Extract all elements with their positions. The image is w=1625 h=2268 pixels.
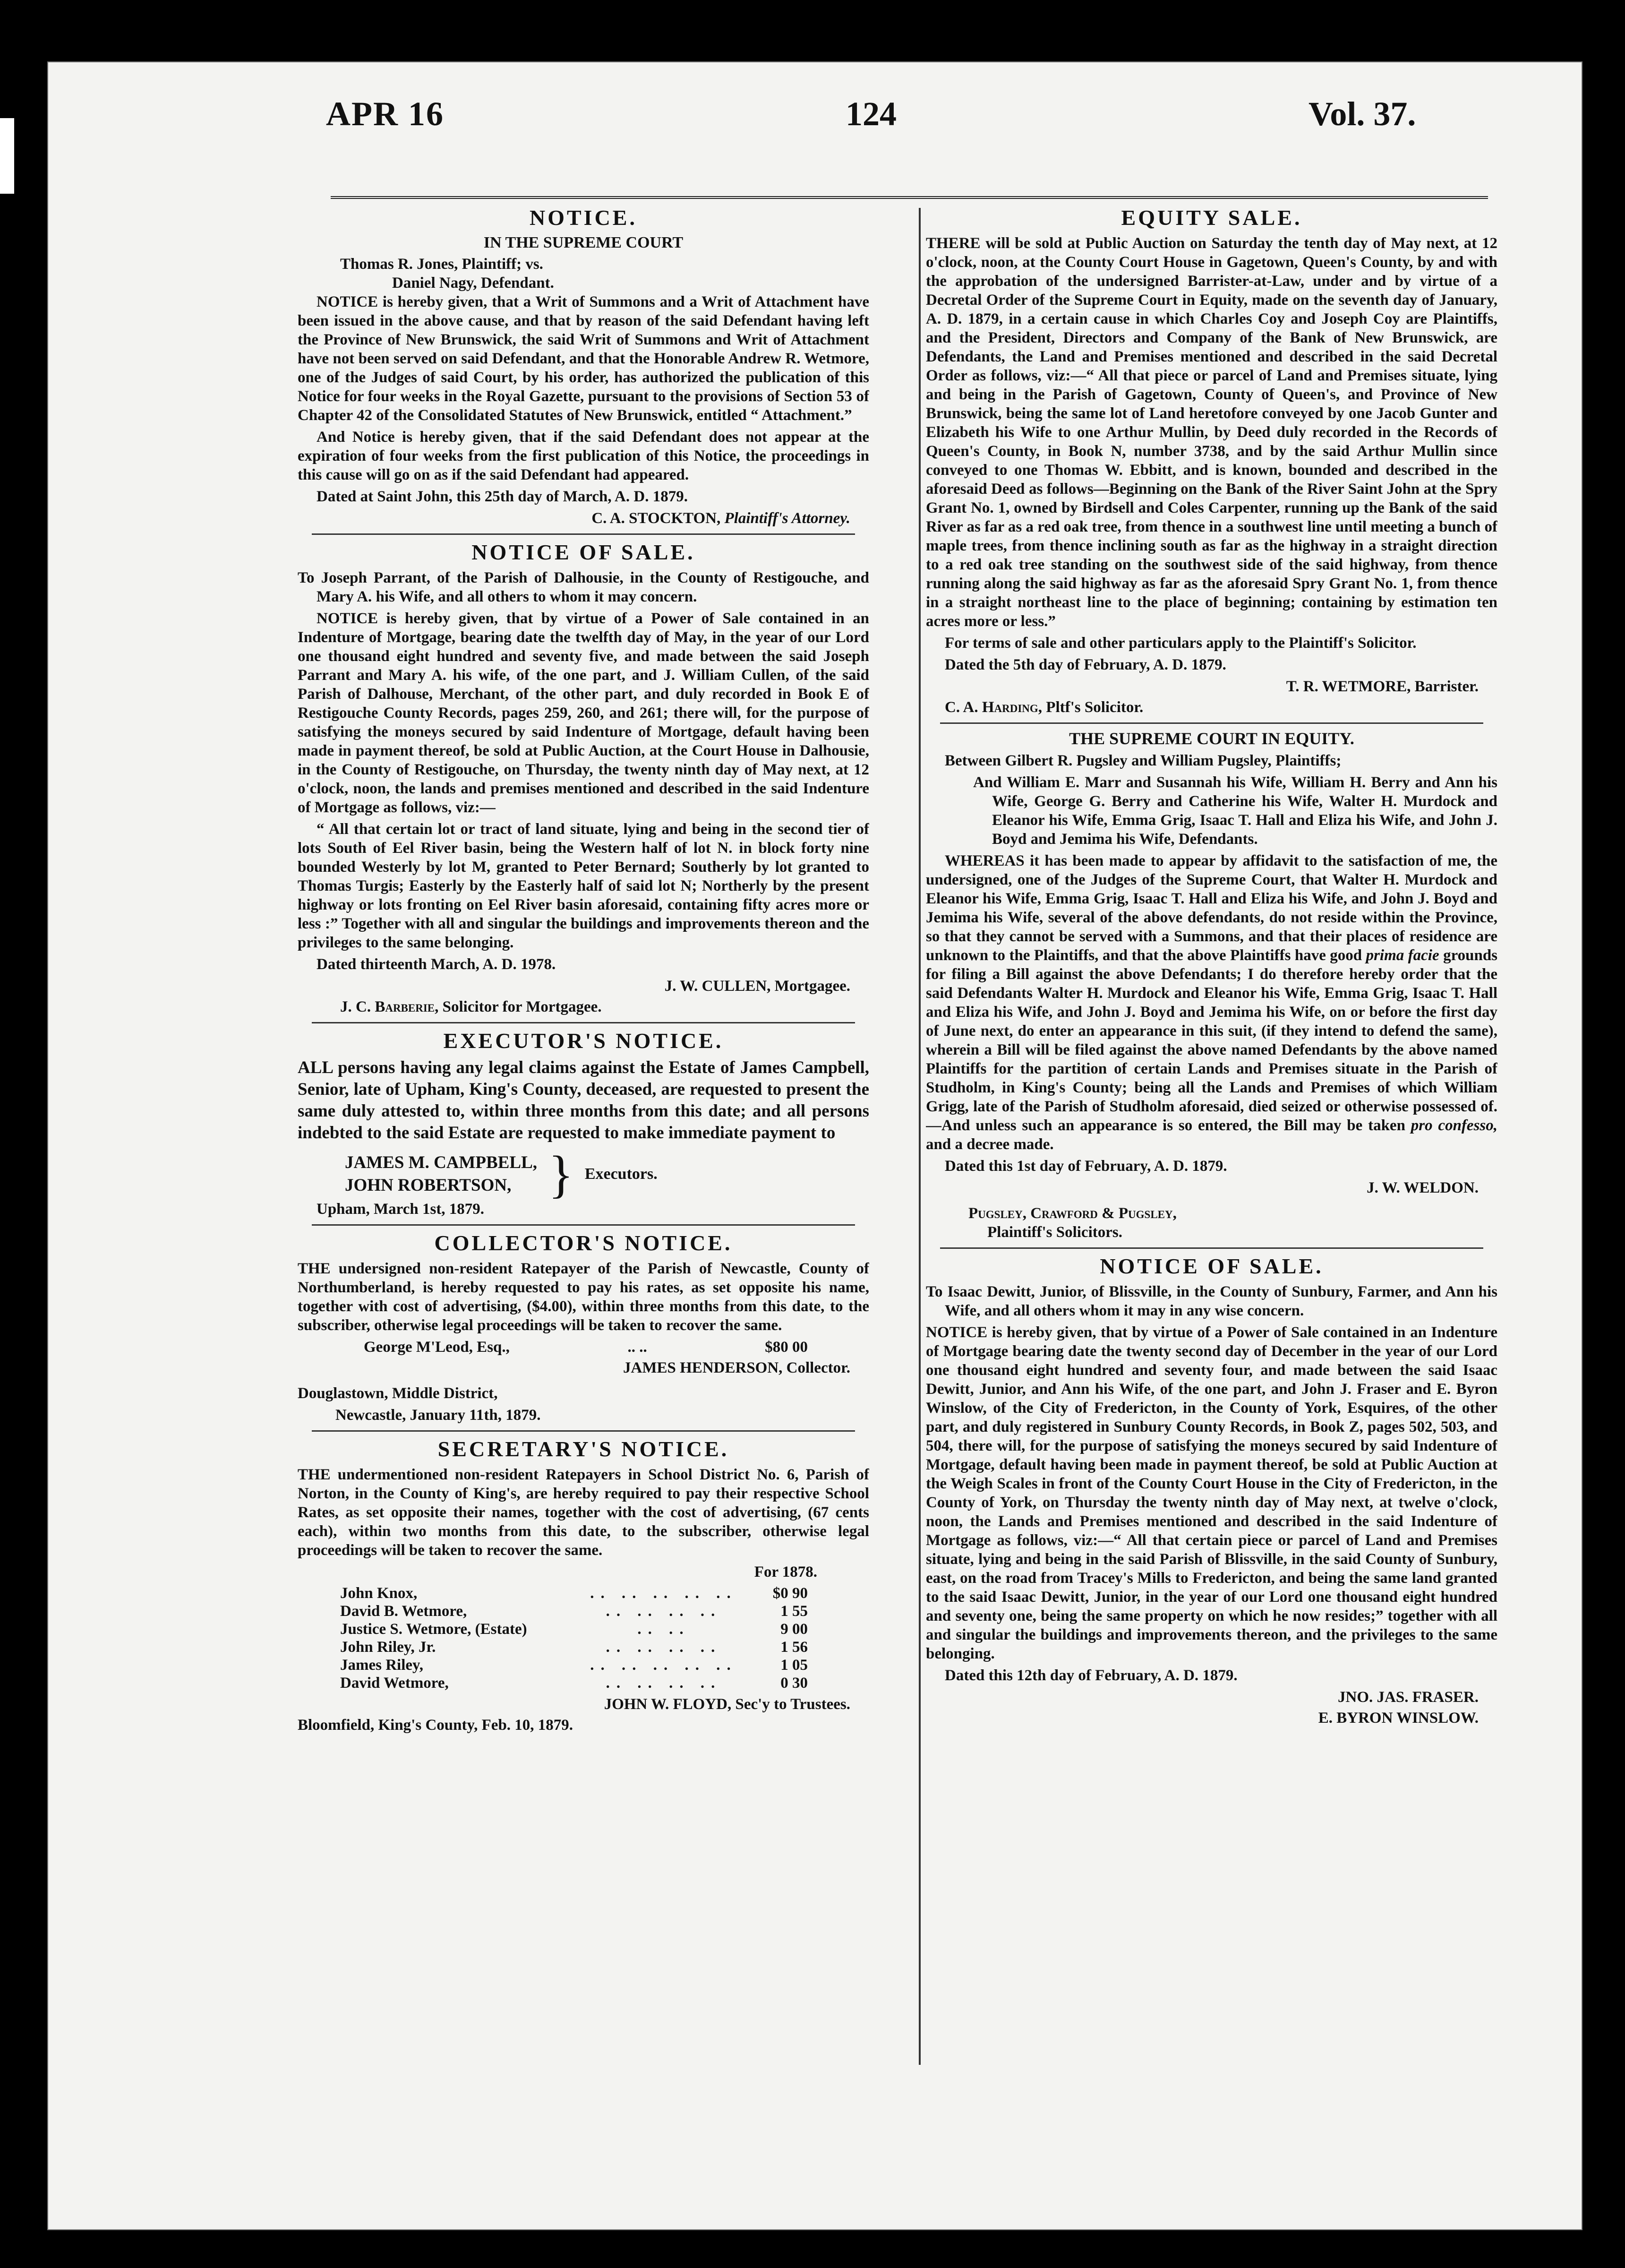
- ratepayer-name: John Knox,: [340, 1585, 418, 1602]
- signature-name: C. A. STOCKTON,: [591, 510, 721, 527]
- table-row: [298, 1620, 869, 1638]
- solicitor-signature: [298, 997, 869, 1016]
- dated-line: Dated this 1st day of February, A. D. 1879.: [945, 1158, 1227, 1175]
- brace-glyph: }: [548, 1145, 573, 1203]
- place-line: Douglastown, Middle District,: [298, 1385, 498, 1402]
- notice-title: SECRETARY'S NOTICE.: [437, 1437, 729, 1461]
- ratepayer-name: George M'Leod, Esq.,: [364, 1339, 510, 1356]
- amount: 1 05: [780, 1657, 808, 1674]
- defendant-line: Daniel Nagy, Defendant.: [392, 275, 554, 292]
- notice-paragraph: THE undermentioned non-resident Ratepayers in School District No. 6, Parish of Norton, in the County of King's, are hereby required to pay their respective School Rates, as set opposite their names, together with the cost of advertising, (67 cents each), within two months from this date, to the subscriber, otherwise legal proceedings will be taken to recover the same.: [298, 1466, 869, 1559]
- table-row: [298, 1656, 869, 1674]
- ratepayer-name: John Riley, Jr.: [340, 1639, 436, 1656]
- parties-plaintiffs: Between Gilbert R. Pugsley and William Pugsley, Plaintiffs;: [945, 752, 1342, 769]
- leader-dots: .. .. .. .. ..: [590, 1657, 737, 1674]
- solicitor-role: Solicitor for Mortgagee.: [442, 998, 602, 1015]
- signature: J. W. CULLEN, Mortgagee.: [664, 978, 850, 995]
- solicitor-role: Plaintiff's Solicitors.: [987, 1224, 1122, 1241]
- solicitor-name: J. C. Barberie,: [340, 998, 439, 1015]
- italic-phrase: pro confesso,: [1411, 1117, 1497, 1134]
- leader-dots: .. .. .. ..: [606, 1639, 722, 1656]
- italic-phrase: prima facie: [1366, 947, 1439, 964]
- header-rule: [331, 196, 1488, 199]
- solicitor-firm: Pugsley, Crawford & Pugsley,: [968, 1205, 1177, 1222]
- notice-paragraph: NOTICE is hereby given, that a Writ of Summons and a Writ of Attachment have been issued in the above cause, and that by reason of the said Defendant having left the Province of New Brunswick, the said Writ of Summons and Writ of Attachment have not been served on said Defendant, and that the Honorable Andrew R. Wetmore, one of the Judges of said Court, by his order, has authorized the publication of this Notice for four weeks in the Royal Gazette, pursuant to the provisions of Section 53 of Chapter 42 of the Consolidated Statutes of New Brunswick, entitled “ Attachment.”: [298, 293, 869, 424]
- notice-paragraph: [926, 851, 1497, 1154]
- secretarys-notice: [298, 1436, 869, 1735]
- signature: [298, 509, 869, 528]
- court-heading: IN THE SUPREME COURT: [483, 234, 684, 251]
- notice-paragraph: NOTICE is hereby given, that by virtue of a Power of Sale contained in an Indenture of Mortgage bearing date the twenty second day of December in the year of our Lord one thousand eight hundred and seventy four, and made between the said Isaac Dewitt, Junior, and Ann his Wife, of the one part, and John J. Fraser and E. Byron Winslow, of the City of Fredericton, in the County of York, Esquires, of the other part, and duly registered in Sunbury County Records, in Book Z, pages 502, 503, and 504, there will, for the purpose of satisfying the moneys secured by said Indenture of Mortgage, default having been made in payment thereof, be sold at Public Auction at the Weigh Scales in front of the County Court House in the City of Fredericton, in the County of York, on Thursday the twenty ninth day of May next, at twelve o'clock, noon, the Lands and Premises mentioned and described in the said Indenture of Mortgage as follows, viz:—“ All that certain piece or parcel of Land and Premises situate, lying and being in the said Parish of Blissville, in the said County of Sunbury, east, on the road from Tracey's Mills to Fredericton, and being the same land granted to the said Isaac Dewitt, Junior, in the year of our Lord one thousand eight hundred and seventy one, being the same property on which he now resides;” together with all and singular the buildings and improvements thereon, and the privileges to the same belonging.: [926, 1324, 1497, 1662]
- issue-date: APR 16: [326, 95, 444, 133]
- paragraph-part: WHEREAS it has been made to appear by affidavit to the satisfaction of me, the undersigned, one of the Judges of the Supreme Court, that Walter H. Murdock and Eleanor his Wife, Emma Grig, Isaac T. Hall and Eliza his Wife, and John J. Boyd and Jemima his Wife, several of the above defendants, do not reside within the Province, so that they cannot be served with a Summons, and that their places of residence are unknown to the Plaintiffs, and that the above Plaintiffs have good: [926, 852, 1497, 964]
- notice-separator: [312, 1430, 855, 1432]
- solicitor-signature: [926, 698, 1497, 717]
- notice-separator: [312, 1224, 855, 1226]
- notice-paragraph: THE undersigned non-resident Ratepayer of the Parish of Newcastle, County of Northumberland, is hereby requested to pay his rates, as set opposite his name, together with cost of advertising, ($4.00), within three months from this date, to the subscriber, otherwise legal proceedings will be taken to recover the same.: [298, 1260, 869, 1334]
- signature: T. R. WETMORE, Barrister.: [1286, 678, 1479, 695]
- signature: JAMES HENDERSON, Collector.: [623, 1359, 850, 1376]
- signature-role: Plaintiff's Attorney.: [724, 510, 850, 527]
- notice-of-sale-blissville: [926, 1254, 1497, 1727]
- ratepayer-name: James Riley,: [340, 1657, 423, 1674]
- signature: JOHN W. FLOYD, Sec'y to Trustees.: [604, 1696, 850, 1713]
- right-column: [926, 203, 1497, 2060]
- amount: 1 56: [780, 1639, 808, 1656]
- notice-paragraph: ALL persons having any legal claims against the Estate of James Campbell, Senior, late of Upham, King's County, deceased, are requested to present the same duly attested to, within three months from this date; and all persons indebted to the said Estate are requested to make immediate payment to: [298, 1058, 869, 1143]
- page-number: 124: [846, 95, 897, 133]
- leader-dots: .. ..: [627, 1339, 647, 1356]
- dated-line: Dated the 5th day of February, A. D. 1879.: [945, 656, 1226, 673]
- signature: E. BYRON WINSLOW.: [1318, 1710, 1479, 1727]
- notice-title: EXECUTOR'S NOTICE.: [443, 1029, 724, 1053]
- notice-of-sale-dalhousie: [298, 540, 869, 1016]
- place-date: Upham, March 1st, 1879.: [316, 1201, 485, 1218]
- executor-name: JOHN ROBERTSON,: [345, 1176, 512, 1195]
- table-row: [298, 1602, 869, 1620]
- notice-title: NOTICE OF SALE.: [471, 540, 695, 564]
- amount: $80 00: [765, 1339, 808, 1356]
- column-divider: [919, 208, 921, 2065]
- leader-dots: .. .. .. .. ..: [590, 1585, 737, 1602]
- solicitors: [926, 1204, 1497, 1242]
- supreme-court-equity: [926, 729, 1497, 1242]
- leader-dots: .. ..: [637, 1621, 690, 1638]
- executors-notice: [298, 1028, 869, 1219]
- amount: 1 55: [780, 1603, 808, 1620]
- paragraph-part: grounds for filing a Bill against the above Defendants; I do therefore hereby order that the said Defendants Walter H. Murdock and Eleanor his Wife, Emma Grig, Isaac T. Hall and Eliza his Wife, and John J. Boyd and Jemima his Wife, on or before the first day of June next, do enter an appearance in this suit, (if they intend to defend the same), wherein a Bill will be filed against the above named Defendants by the above named Plaintiffs for the partition of certain Lands and Premises situate in the Parish of Studholm, in King's County; being all the Lands and Premises of which William Grigg, late of the Parish of Studholm aforesaid, died seized or otherwise possessed of.—And unless such an appearance is so entered, the Bill may be taken: [926, 947, 1497, 1134]
- page-header: [0, 76, 1625, 132]
- place-date: Newcastle, January 11th, 1879.: [335, 1407, 541, 1424]
- amount: $0 90: [772, 1585, 808, 1602]
- table-row: [298, 1584, 869, 1602]
- place-date: Bloomfield, King's County, Feb. 10, 1879.: [298, 1717, 573, 1734]
- ratepayer-name: David Wetmore,: [340, 1675, 449, 1692]
- notice-paragraph: NOTICE is hereby given, that by virtue of a Power of Sale contained in an Indenture of Mortgage, bearing date the twelfth day of May, in the year of our Lord one thousand eight hundred and seventy five, and made between the said Joseph Parrant and Mary A. his wife, of the one part, and J. William Cullen, of the said Parish of Dalhouse, Merchant, of the other part, and duly recorded in Book E of Restigouche County Records, pages 259, 260, and 261; there will, for the purpose of satisfying the moneys secured by said Indenture of Mortgage, default having been made in payment thereof, be sold at Public Auction, at the Court House in Dalhousie, in the County of Restigouche, on Thursday, the twenty ninth day of May next, at 12 o'clock, noon, the lands and premises mentioned and described in the said Indenture of Mortgage as follows, viz:—: [298, 610, 869, 816]
- executor-names: [345, 1151, 537, 1197]
- addressee: To Isaac Dewitt, Junior, of Blissville, in the County of Sunbury, Farmer, and Ann his Wife, and all others whom it may in any wise concern.: [926, 1283, 1497, 1319]
- executors-block: [345, 1145, 869, 1203]
- notice-paragraph: And Notice is hereby given, that if the said Defendant does not appear at the expiration of four weeks from the first publication of this Notice, the proceedings in this cause will go on as if the said Defendant had appeared.: [298, 429, 869, 483]
- notice-paragraph: For terms of sale and other particulars apply to the Plaintiff's Solicitor.: [945, 635, 1417, 652]
- notice-separator: [312, 1022, 855, 1023]
- notice-title: THE SUPREME COURT IN EQUITY.: [1069, 729, 1354, 748]
- notice-title: NOTICE.: [530, 206, 637, 230]
- collectors-notice: [298, 1230, 869, 1425]
- rate-year: For 1878.: [754, 1564, 817, 1581]
- volume-number: Vol. 37.: [1309, 95, 1416, 133]
- ratepayer-row: [298, 1338, 869, 1357]
- leader-dots: .. .. .. ..: [606, 1675, 722, 1692]
- signature: JNO. JAS. FRASER.: [1338, 1689, 1479, 1706]
- ratepayer-name: Justice S. Wetmore, (Estate): [340, 1621, 527, 1638]
- dated-line: Dated this 12th day of February, A. D. 1879.: [945, 1667, 1238, 1684]
- plaintiff-line: Thomas R. Jones, Plaintiff; vs.: [340, 256, 543, 273]
- solicitor-name: C. A. Harding,: [945, 699, 1043, 716]
- parties-defendants: And William E. Marr and Susannah his Wife, William H. Berry and Ann his Wife, George G. Berry and Catherine his Wife, Walter H. Murdock and Eleanor his Wife, Emma Grig, Isaac T. Hall and Eliza his Wife, and John J. Boyd and Jemima his Wife, Defendants.: [973, 774, 1497, 848]
- left-column: [298, 203, 869, 2060]
- notice-separator: [312, 533, 855, 535]
- equity-sale: [926, 205, 1497, 717]
- notice-paragraph: THERE will be sold at Public Auction on Saturday the tenth day of May next, at 12 o'clock, noon, at the County Court House in Gagetown, Queen's County, by and with the approbation of the undersigned Barrister-at-Law, under and by virtue of a Decretal Order of the Supreme Court in Equity, made on the seventh day of January, A. D. 1879, in a certain cause in which Charles Coy and Joseph Coy are Plaintiffs, and the President, Directors and Company of the Bank of New Brunswick, are Defendants, the Land and Premises mentioned and described in the said Decretal Order as follows, viz:—“ All that piece or parcel of Land and Premises situate, lying and being in the Parish of Gagetown, County of Queen's, and Province of New Brunswick, being the same lot of Land heretofore conveyed by one Jacob Gunter and Elizabeth his Wife to one Arthur Mullin, by Deed duly recorded in the Records of Queen's County, in Book N, number 3738, and by the said Arthur Mullin since conveyed to one Thomas W. Ebbitt, and is known, bounded and described in the aforesaid Deed as follows—Beginning on the Bank of the River Saint John at the Spry Grant No. 1, owned by Birdsell and Coles Carpenter, running up the Bank of the said River as far as a red oak tree, from thence in a southwest line until meeting a bunch of maple trees, from thence inclining south as far as the highway in a straight direction to a red oak tree standing on the southwest side of the said highway, from thence running along the said highway as far as the aforesaid Spry Grant No. 1, from thence in a straight northeast line to the place of beginning; containing by estimation ten acres more or less.”: [926, 235, 1497, 630]
- table-row: [298, 1674, 869, 1692]
- executors-label: Executors.: [584, 1165, 658, 1183]
- notice-supreme-court: [298, 205, 869, 528]
- solicitor-role: Pltf's Solicitor.: [1046, 699, 1144, 716]
- notice-separator: [940, 1247, 1483, 1249]
- signature: J. W. WELDON.: [1367, 1179, 1479, 1196]
- executor-name: JAMES M. CAMPBELL,: [345, 1153, 537, 1172]
- notice-separator: [940, 722, 1483, 724]
- table-row: [298, 1638, 869, 1656]
- addressee: To Joseph Parrant, of the Parish of Dalhousie, in the County of Restigouche, and Mary A. his Wife, and all others to whom it may concern.: [298, 569, 869, 605]
- dated-line: Dated at Saint John, this 25th day of March, A. D. 1879.: [316, 488, 688, 505]
- rates-table: [298, 1584, 869, 1692]
- notice-title: NOTICE OF SALE.: [1100, 1254, 1324, 1278]
- amount: 0 30: [780, 1675, 808, 1692]
- dated-line: Dated thirteenth March, A. D. 1978.: [316, 956, 556, 973]
- notice-title: EQUITY SALE.: [1121, 206, 1302, 230]
- paragraph-part: and a decree made.: [926, 1136, 1054, 1153]
- leader-dots: .. .. .. ..: [606, 1603, 722, 1620]
- amount: 9 00: [780, 1621, 808, 1638]
- notice-paragraph: “ All that certain lot or tract of land situate, lying and being in the second tier of lots South of Eel River basin, being the Western half of lot N. in block forty nine bounded Westerly by lot M, granted to Peter Bernard; Southerly by lot granted to Thomas Turgis; Easterly by the Easterly half of said lot N; Northerly by the present highway or lots fronting on Eel River basin aforesaid, containing fifty acres more or less :” Together with all and singular the buildings and improvements thereon and the privileges to the same belonging.: [298, 821, 869, 951]
- ratepayer-name: David B. Wetmore,: [340, 1603, 467, 1620]
- notice-title: COLLECTOR'S NOTICE.: [434, 1231, 733, 1255]
